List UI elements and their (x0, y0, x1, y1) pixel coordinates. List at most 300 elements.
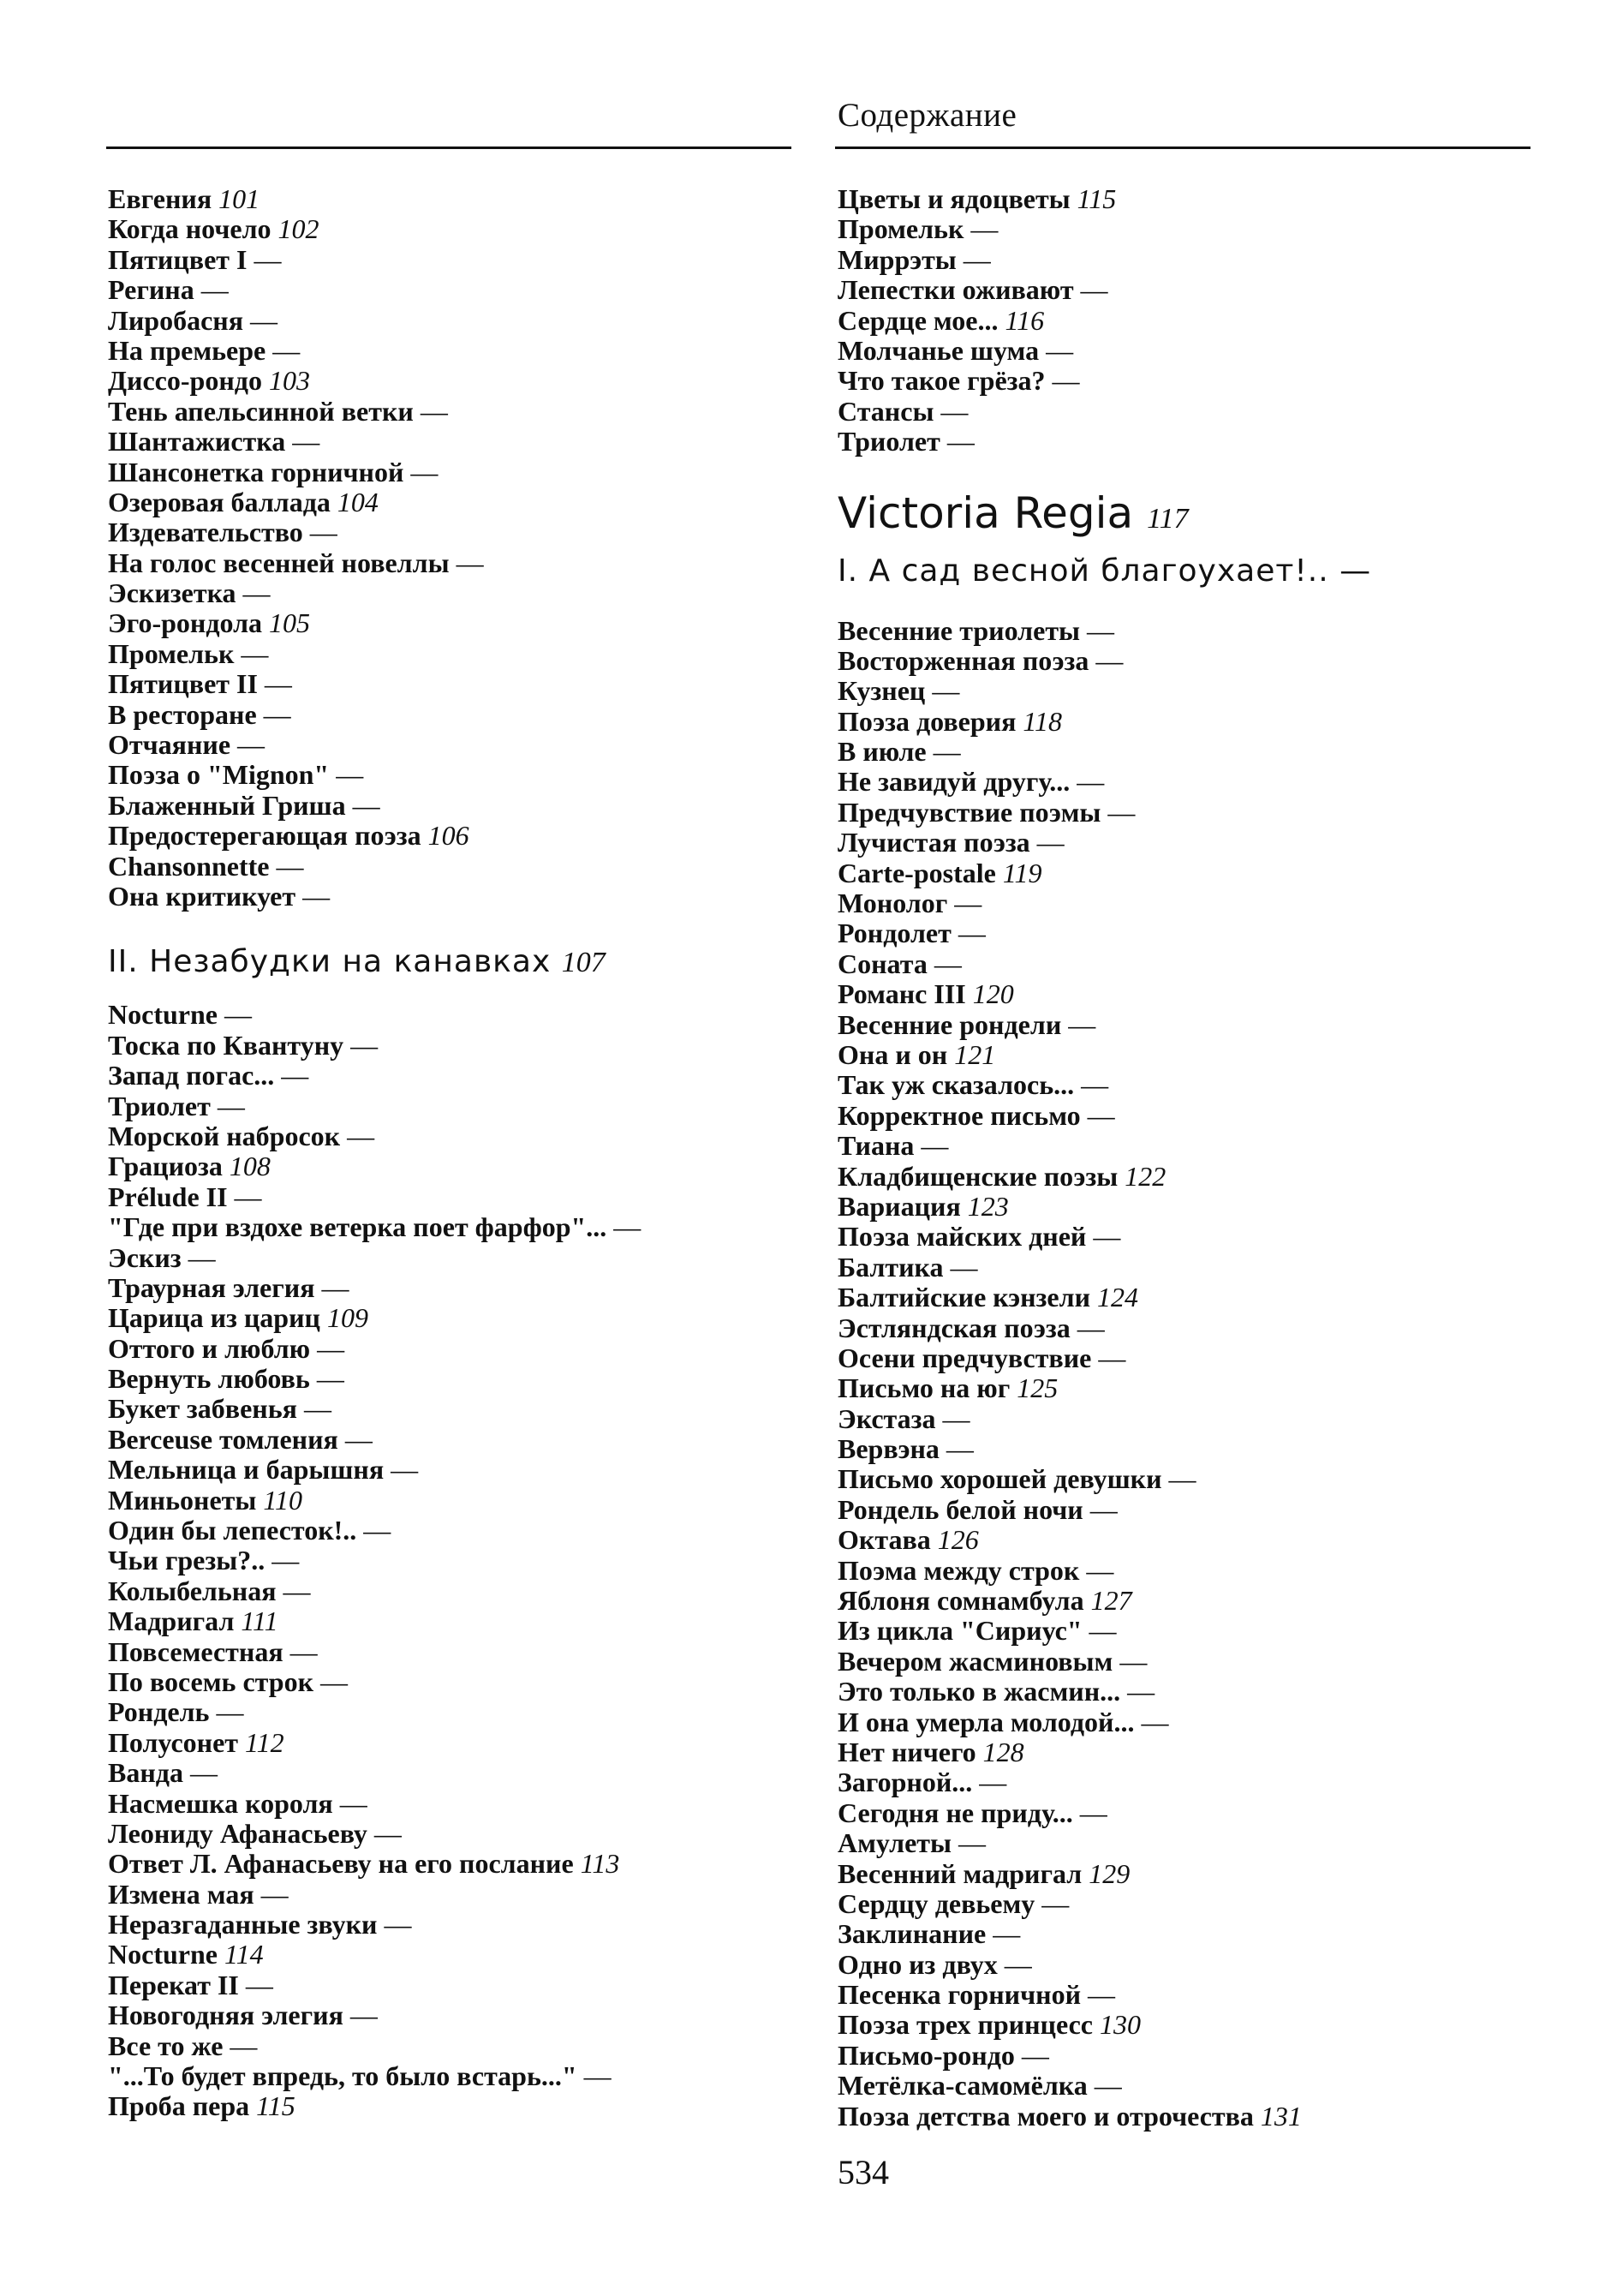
entry-page: — (254, 243, 282, 275)
toc-entry (108, 1970, 810, 2000)
entry-page: — (363, 1515, 391, 1546)
left-column (108, 184, 810, 2122)
entry-title: Вариация (838, 1190, 961, 1222)
entry-page: 104 (337, 486, 379, 517)
entry-page: — (1079, 1797, 1107, 1828)
entry-title: Миньонеты (108, 1484, 257, 1516)
entry-title: Эстляндская поэза (838, 1312, 1071, 1343)
toc-entry (838, 1919, 1540, 1949)
entry-title: Мадригал (108, 1605, 235, 1637)
entry-title: По восемь строк (108, 1665, 314, 1697)
entry-page: — (1041, 1887, 1070, 1919)
entry-page: — (1046, 334, 1074, 366)
entry-page: — (349, 2000, 378, 2031)
entry-page: — (272, 334, 301, 366)
entry-page: — (1141, 1706, 1169, 1737)
entry-title: "Где при вздохе ветерка поет фарфор"... (108, 1211, 607, 1243)
entry-page: — (281, 1060, 309, 1091)
entry-title: Вернуть любовь (108, 1363, 310, 1395)
toc-entry (108, 730, 810, 760)
entry-page: 125 (1017, 1372, 1059, 1404)
section-heading-right (838, 553, 1540, 589)
entry-title: "...То будет впредь, то было встарь..." (108, 2060, 577, 2092)
toc-entry (838, 1101, 1540, 1131)
entry-page: — (384, 1909, 412, 1940)
entry-page: 110 (263, 1484, 302, 1516)
entry-page: — (302, 880, 331, 912)
entry-title: Полусонет (108, 1726, 238, 1758)
entry-title: Поэза майских дней (838, 1221, 1087, 1253)
entry-page: 122 (1125, 1160, 1166, 1192)
entry-page: — (954, 888, 982, 919)
entry-title: Все то же (108, 2030, 224, 2061)
toc-entry (108, 457, 810, 487)
toc-entry (108, 2000, 810, 2030)
entry-page: — (1127, 1676, 1155, 1707)
left-entries-b (108, 1000, 810, 2121)
book-title: Victoria Regia (838, 487, 1134, 538)
entry-title: Так уж сказалось... (838, 1069, 1075, 1101)
entry-page: — (283, 1575, 311, 1606)
entry-page: — (339, 1787, 367, 1819)
toc-entry (108, 852, 810, 882)
toc-entry (838, 1828, 1540, 1858)
toc-entry (838, 1677, 1540, 1707)
entry-title: Траурная элегия (108, 1271, 315, 1303)
toc-entry (108, 487, 810, 517)
toc-entry (838, 1192, 1540, 1222)
entry-title: На премьере (108, 334, 266, 366)
toc-entry (108, 306, 810, 336)
toc-entry (108, 1031, 810, 1061)
toc-entry (838, 1525, 1540, 1555)
toc-entry (108, 1486, 810, 1516)
entry-title: Поэза доверия (838, 705, 1017, 737)
toc-entry (108, 548, 810, 578)
entry-page: — (993, 1918, 1021, 1950)
entry-title: Вечером жасминовым (838, 1645, 1113, 1677)
entry-title: Весенние рондели (838, 1008, 1062, 1040)
toc-entry (838, 336, 1540, 366)
toc-entry (838, 275, 1540, 305)
toc-entry (838, 245, 1540, 275)
toc-entry (838, 1343, 1540, 1373)
entry-title: Издевательство (108, 517, 303, 548)
entry-title: Nocturne (108, 1939, 218, 1970)
toc-entry (838, 184, 1540, 214)
entry-page: 115 (256, 2090, 295, 2122)
toc-entry (108, 791, 810, 821)
entry-page: — (263, 698, 291, 730)
entry-page: — (320, 1665, 349, 1697)
toc-entry (838, 1404, 1540, 1434)
toc-entry (838, 1313, 1540, 1343)
entry-title: Berceuse томления (108, 1423, 338, 1455)
entry-page: — (303, 1393, 331, 1425)
toc-entry (838, 737, 1540, 767)
entry-title: Лучистая поэза (838, 827, 1030, 858)
entry-page: — (200, 274, 229, 306)
entry-page: — (456, 547, 484, 578)
header-rule-right (835, 146, 1530, 149)
toc-entry (838, 397, 1540, 427)
entry-page: — (1004, 1948, 1032, 1980)
toc-entry (108, 1091, 810, 1121)
entry-page: — (1094, 2070, 1122, 2102)
entry-title: Рондолет (838, 918, 952, 949)
section-title: II. Незабудки на канавках (108, 944, 552, 980)
entry-title: Prélude II (108, 1181, 228, 1212)
entry-title: Вервэна (838, 1433, 940, 1465)
entry-page: — (1080, 274, 1108, 306)
toc-entry (838, 2041, 1540, 2071)
toc-entry (108, 608, 810, 638)
entry-page: 121 (954, 1038, 996, 1070)
entry-title: Песенка горничной (838, 1979, 1081, 2011)
entry-title: Весенние триолеты (838, 614, 1081, 646)
entry-page: — (230, 2030, 258, 2061)
toc-entry (108, 214, 810, 244)
entry-page: 111 (241, 1605, 278, 1637)
entry-page: — (583, 2060, 612, 2092)
entry-page: 113 (580, 1848, 620, 1880)
entry-page: 106 (427, 820, 469, 852)
entry-title: Carte-postale (838, 857, 996, 888)
toc-entry (108, 1789, 810, 1819)
toc-entry (108, 578, 810, 608)
toc-entry (838, 1737, 1540, 1767)
right-column (838, 184, 1540, 2132)
entry-page: — (979, 1767, 1007, 1798)
entry-title: Неразгаданные звуки (108, 1909, 378, 1940)
entry-page: — (1168, 1463, 1196, 1495)
entry-title: Нет ничего (838, 1736, 976, 1767)
toc-entry (108, 517, 810, 547)
entry-page: — (1087, 614, 1115, 646)
entry-page: — (1089, 1615, 1117, 1647)
toc-entry (108, 1273, 810, 1303)
entry-title: Триолет (108, 1090, 211, 1121)
entry-title: Царица из цариц (108, 1302, 320, 1334)
toc-entry (108, 1940, 810, 1970)
entry-title: Шансонетка горничной (108, 456, 404, 487)
entry-title: В ресторане (108, 698, 257, 730)
toc-entry (108, 1425, 810, 1455)
entry-page: — (1068, 1008, 1096, 1040)
toc-entry (108, 1243, 810, 1273)
toc-entry (838, 1010, 1540, 1040)
entry-page: — (1098, 1342, 1126, 1373)
entry-page: — (234, 1181, 262, 1212)
entry-title: Повсеместная (108, 1635, 283, 1667)
entry-title: Поэза о "Mignon" (108, 759, 330, 791)
toc-entry (838, 1040, 1540, 1070)
toc-entry (838, 828, 1540, 858)
entry-title: Письмо хорошей девушки (838, 1463, 1162, 1495)
entry-page: — (242, 577, 271, 609)
entry-title: Не завидуй другу... (838, 766, 1071, 798)
toc-entry (838, 798, 1540, 828)
entry-page: — (1036, 827, 1065, 858)
toc-entry (108, 700, 810, 730)
entry-title: Букет забвенья (108, 1393, 297, 1425)
entry-title: Романс III (838, 978, 966, 1010)
entry-title: Метёлка-самомёлка (838, 2070, 1088, 2102)
entry-page: — (1077, 1312, 1105, 1343)
entry-title: Эскиз (108, 1241, 182, 1273)
entry-page: — (321, 1271, 349, 1303)
entry-page: — (316, 1363, 344, 1395)
toc-entry (838, 646, 1540, 676)
toc-entry (108, 1697, 810, 1727)
entry-page: — (942, 1402, 970, 1434)
toc-entry (838, 1556, 1540, 1586)
entry-page: — (946, 1433, 974, 1465)
toc-entry (108, 639, 810, 669)
entry-page: 119 (1002, 857, 1042, 888)
entry-page: — (373, 1817, 402, 1849)
toc-entry (838, 1616, 1540, 1646)
entry-title: Новогодняя элегия (108, 2000, 343, 2031)
toc-entry (108, 2061, 810, 2091)
entry-page: 105 (269, 607, 311, 639)
toc-entry (108, 669, 810, 699)
entry-title: Она критикует (108, 880, 296, 912)
entry-page: 103 (268, 365, 310, 397)
entry-title: Сердцу девьему (838, 1887, 1035, 1919)
entry-page: — (613, 1211, 641, 1243)
entry-page: — (934, 948, 962, 979)
entry-page: — (410, 456, 439, 487)
entry-title: Кузнец (838, 675, 926, 707)
toc-entry (838, 949, 1540, 979)
entry-title: Nocturne (108, 999, 218, 1031)
entry-page: — (245, 1969, 273, 2000)
entry-title: Колыбельная (108, 1575, 277, 1606)
entry-page: — (224, 999, 252, 1031)
entry-title: Пятицвет I (108, 243, 248, 275)
entry-title: Поэза трех принцесс (838, 2009, 1093, 2041)
entry-title: Рондель (108, 1696, 210, 1728)
entry-page: 127 (1090, 1585, 1132, 1617)
entry-title: Балтийские кэнзели (838, 1282, 1090, 1313)
entry-title: Ответ Л. Афанасьеву на его послание (108, 1848, 574, 1880)
toc-entry (838, 858, 1540, 888)
entry-page: — (391, 1454, 419, 1486)
entry-title: Поэза детства моего и отрочества (838, 2100, 1254, 2132)
entry-page: — (250, 304, 278, 336)
entry-title: Тень апельсинной ветки (108, 395, 414, 427)
entry-page: — (940, 395, 969, 427)
entry-title: Она и он (838, 1038, 948, 1070)
entry-page: 131 (1260, 2100, 1302, 2132)
entry-page: — (970, 213, 999, 245)
toc-entry (838, 1131, 1540, 1161)
toc-entry (108, 1728, 810, 1758)
entry-page: — (1052, 365, 1080, 397)
entry-title: Письмо на юг (838, 1372, 1011, 1404)
entry-title: Тиана (838, 1130, 915, 1162)
entry-page: — (1093, 1221, 1121, 1253)
toc-entry (108, 1637, 810, 1667)
toc-entry (838, 1859, 1540, 1889)
toc-entry (108, 336, 810, 366)
toc-entry (838, 366, 1540, 396)
toc-entry (838, 2071, 1540, 2101)
toc-entry (838, 306, 1540, 336)
entry-page: — (276, 850, 304, 882)
toc-entry (108, 366, 810, 396)
book-page: 117 (1147, 502, 1189, 535)
entry-title: В июле (838, 736, 927, 768)
toc-entry (838, 707, 1540, 737)
entry-page: — (264, 668, 292, 700)
entry-title: Предчувствие поэмы (838, 796, 1101, 828)
entry-title: Диссо-рондо (108, 365, 262, 397)
entry-page: 108 (229, 1151, 271, 1182)
entry-page: — (1107, 796, 1136, 828)
entry-title: Восторженная поэза (838, 644, 1089, 676)
entry-title: Цветы и ядоцветы (838, 183, 1071, 214)
toc-entry (108, 760, 810, 790)
toc-entry (108, 821, 810, 851)
toc-entry (838, 767, 1540, 797)
entry-page: — (292, 426, 320, 457)
entry-page: — (963, 243, 991, 275)
entry-page: — (1086, 1554, 1114, 1586)
toc-entry (838, 1889, 1540, 1919)
entry-page: — (309, 517, 337, 548)
toc-entry (838, 616, 1540, 646)
entry-page: — (1095, 644, 1124, 676)
section-heading-left (108, 944, 810, 979)
toc-entry (108, 1606, 810, 1636)
entry-title: Чьи грезы?.. (108, 1545, 266, 1576)
entry-title: Евгения (108, 183, 212, 214)
toc-entry (108, 882, 810, 912)
entry-title: Осени предчувствие (838, 1342, 1092, 1373)
toc-entry (838, 1647, 1540, 1677)
entry-page: — (352, 789, 380, 821)
entry-page: — (1089, 1493, 1118, 1525)
entry-title: Весенний мадригал (838, 1857, 1083, 1889)
page-number: 534 (838, 2153, 889, 2191)
entry-page: — (932, 675, 960, 707)
toc-entry (108, 397, 810, 427)
entry-title: Амулеты (838, 1827, 952, 1859)
entry-title: Экстаза (838, 1402, 936, 1434)
toc-entry (108, 2031, 810, 2061)
entry-page: 126 (937, 1524, 979, 1556)
toc-entry (108, 245, 810, 275)
entry-title: Отчаяние (108, 729, 231, 761)
toc-entry (838, 1767, 1540, 1797)
entry-title: Монолог (838, 888, 948, 919)
entry-title: Корректное письмо (838, 1099, 1081, 1131)
toc-entry (108, 1880, 810, 1910)
toc-entry (108, 1121, 810, 1151)
entry-title: Триолет (838, 426, 940, 457)
entry-title: Оттого и люблю (108, 1332, 311, 1364)
entry-page: — (336, 759, 364, 791)
entry-page: — (1021, 2039, 1049, 2071)
entry-page: 115 (1077, 183, 1117, 214)
entry-title: Яблоня сомнамбула (838, 1585, 1084, 1617)
toc-entry (838, 1373, 1540, 1403)
toc-entry (838, 1586, 1540, 1616)
toc-entry (108, 1667, 810, 1697)
running-head: Содержание (838, 97, 1017, 134)
toc-entry (108, 1303, 810, 1333)
toc-entry (108, 1910, 810, 1940)
toc-entry (838, 676, 1540, 706)
entry-page: — (216, 1696, 244, 1728)
toc-entry (108, 1758, 810, 1788)
entry-page: — (1119, 1645, 1148, 1677)
toc-entry (108, 184, 810, 214)
book-heading (838, 488, 1540, 538)
entry-page: — (958, 918, 986, 949)
entry-page: — (317, 1332, 345, 1364)
entry-title: Леониду Афанасьеву (108, 1817, 367, 1849)
right-entries-a (838, 184, 1540, 457)
entry-title: Когда ночело (108, 213, 271, 245)
section-title: I. А сад весной благоухает!.. (838, 553, 1329, 589)
entry-page: — (241, 637, 269, 669)
entry-page: 118 (1023, 705, 1063, 737)
entry-page: 114 (224, 1939, 264, 1970)
left-entries-a (108, 184, 810, 912)
entry-title: Сегодня не приду... (838, 1797, 1073, 1828)
entry-title: Chansonnette (108, 850, 270, 882)
toc-entry (838, 427, 1540, 457)
toc-entry (838, 888, 1540, 918)
entry-page: — (921, 1130, 949, 1162)
entry-page: — (188, 1241, 216, 1273)
entry-page: — (1077, 766, 1105, 798)
entry-title: Промельк (108, 637, 235, 669)
entry-page: 130 (1099, 2009, 1141, 2041)
entry-title: Мельница и барышня (108, 1454, 385, 1486)
entry-title: Эскизетка (108, 577, 236, 609)
entry-title: Сердце мое... (838, 304, 999, 336)
entry-title: Перекат II (108, 1969, 239, 2000)
entry-page: — (347, 1120, 375, 1151)
toc-entry (838, 1798, 1540, 1828)
entry-title: Из цикла "Сириус" (838, 1615, 1083, 1647)
toc-entry (838, 1162, 1540, 1192)
toc-entry (838, 2010, 1540, 2040)
entry-title: Загорной... (838, 1767, 973, 1798)
entry-title: На голос весенней новеллы (108, 547, 450, 578)
entry-title: Кладбищенские поэзы (838, 1160, 1119, 1192)
entry-page: 109 (326, 1302, 368, 1334)
toc-entry (108, 1455, 810, 1485)
entry-title: Письмо-рондо (838, 2039, 1015, 2071)
toc-entry (108, 427, 810, 457)
entry-page: 129 (1089, 1857, 1131, 1889)
entry-title: Эго-рондола (108, 607, 263, 639)
entry-page: — (933, 736, 961, 768)
entry-page: — (1088, 1979, 1115, 2011)
toc-entry (108, 1576, 810, 1606)
toc-entry (838, 214, 1540, 244)
entry-title: Балтика (838, 1251, 944, 1283)
entry-title: Рондель белой ночи (838, 1493, 1083, 1525)
entry-page: — (271, 1545, 300, 1576)
entry-page: 128 (982, 1736, 1024, 1767)
toc-entry (108, 1364, 810, 1394)
